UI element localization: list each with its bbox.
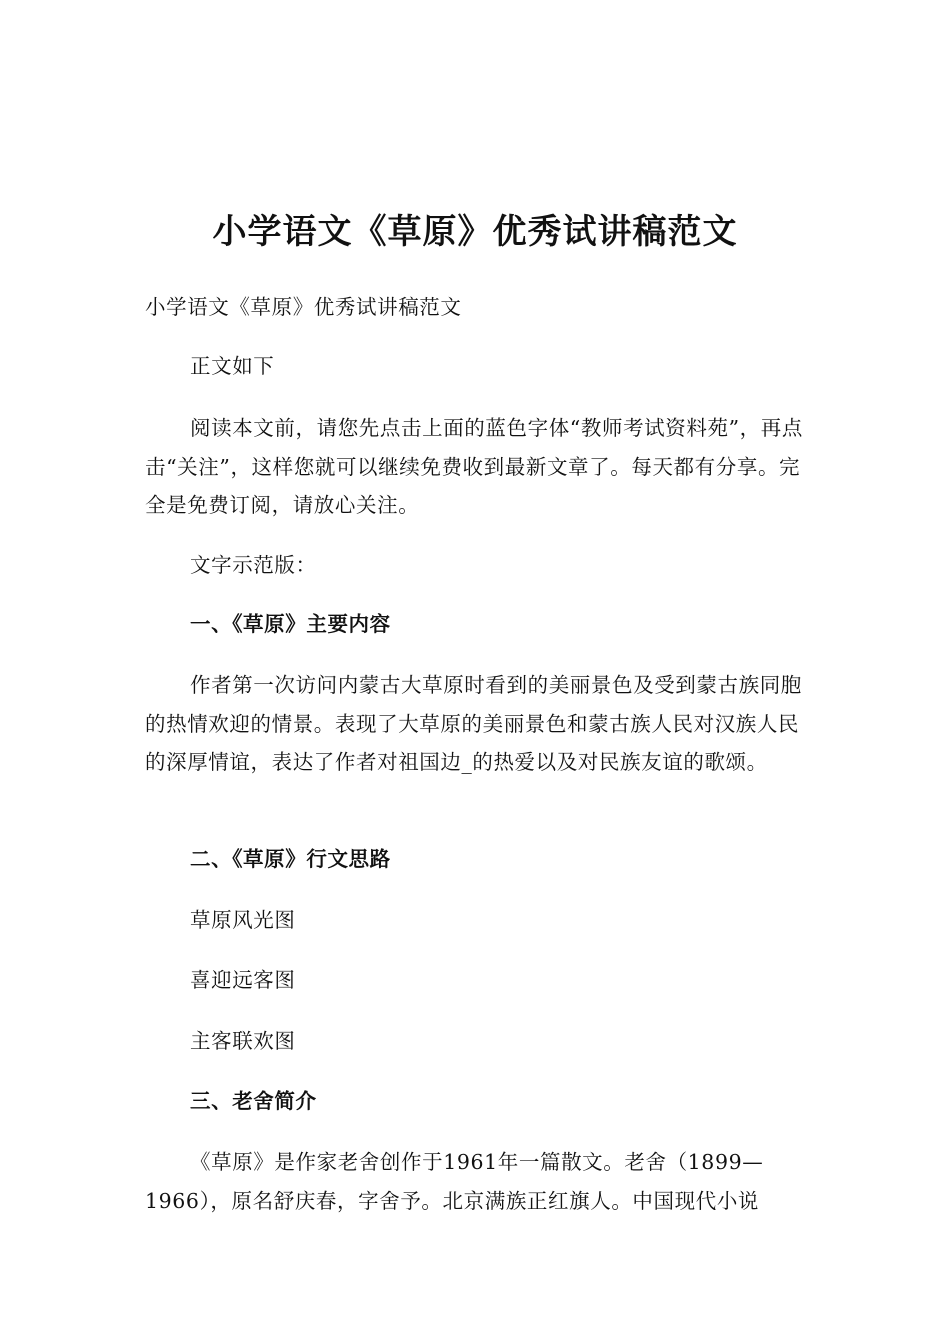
outline-item: 草原风光图 bbox=[190, 908, 296, 932]
section2-heading: 二、《草原》行文思路 bbox=[190, 847, 391, 871]
section1-paragraph: 作者第一次访问内蒙古大草原时看到的美丽景色及受到蒙古族同胞的热情欢迎的情景。表现了大草原的美丽景色和蒙古族人民对汉族人民的深厚情谊，表达了作者对祖国边_的热爱以及对民族友谊的歌颂。 bbox=[145, 673, 802, 774]
outline-item: 主客联欢图 bbox=[190, 1029, 296, 1053]
sample-label: 文字示范版： bbox=[190, 553, 317, 577]
document-subtitle: 小学语文《草原》优秀试讲稿范文 bbox=[145, 295, 462, 319]
notice-paragraph: 阅读本文前，请您先点击上面的蓝色字体“教师考试资料苑”，再点击“关注”，这样您就可以继续免费收到最新文章了。每天都有分享。完全是免费订阅，请放心关注。 bbox=[145, 416, 803, 517]
document-title: 小学语文《草原》优秀试讲稿范文 bbox=[212, 212, 738, 252]
section3-paragraph: 《草原》是作家老舍创作于1961年一篇散文。老舍（1899—1966），原名舒庆春，字舍予。北京满族正红旗人。中国现代小说 bbox=[145, 1150, 764, 1213]
intro-label: 正文如下 bbox=[190, 354, 275, 378]
section1-heading: 一、《草原》主要内容 bbox=[190, 612, 391, 636]
section3-heading: 三、老舍简介 bbox=[190, 1089, 317, 1113]
outline-item: 喜迎远客图 bbox=[190, 968, 296, 992]
